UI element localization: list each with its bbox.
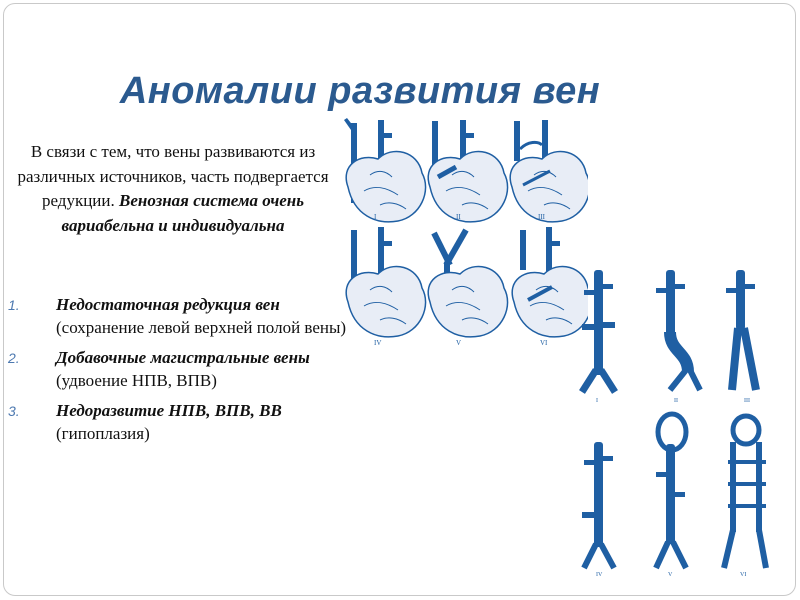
vein-panel	[582, 270, 615, 404]
panel-label: IV	[374, 339, 382, 347]
heart-panel	[510, 120, 588, 222]
panel-label: III	[538, 213, 545, 221]
panel-label: IV	[596, 572, 603, 578]
vein-panel	[656, 414, 686, 578]
slide-title: Аномалии развития вен	[119, 70, 601, 112]
anomaly-list	[4, 294, 349, 453]
intro-paragraph	[8, 140, 338, 238]
intro-emphasis: Венозная система очень вариабельна и индивидуальна	[61, 191, 304, 235]
vein-panel	[656, 270, 700, 404]
list-emphasis: Недоразвитие НПВ, ВПВ, ВВ	[56, 401, 282, 420]
vein-panel	[724, 416, 766, 578]
heart-panel	[428, 230, 507, 347]
list-text: (гипоплазия)	[56, 423, 150, 443]
panel-label: I	[374, 213, 377, 221]
panel-label: V	[456, 339, 462, 347]
vein-panel	[726, 270, 756, 404]
panel-label: VI	[740, 572, 747, 578]
heart-panel	[428, 120, 507, 222]
list-item	[4, 347, 349, 392]
vein-panel	[582, 442, 614, 578]
heart-panel	[346, 227, 425, 347]
list-number: 3.	[8, 403, 20, 419]
list-text: (удвоение НПВ, ВПВ)	[56, 370, 217, 390]
list-emphasis: Добавочные магистральные вены	[56, 348, 310, 367]
list-text: (сохранение левой верхней полой вены)	[56, 317, 347, 337]
list-number: 2.	[8, 350, 20, 366]
list-item	[4, 294, 349, 339]
list-item	[4, 400, 349, 445]
panel-label: V	[668, 572, 673, 578]
panel-label: II	[674, 398, 678, 404]
panel-label: VI	[540, 339, 548, 347]
vena-cava-diagram	[570, 262, 780, 582]
panel-label: III	[744, 398, 750, 404]
list-number: 1.	[8, 297, 20, 313]
heart-veins-diagram	[338, 115, 588, 355]
panel-label: I	[596, 398, 598, 404]
intro-text: В связи с тем, что вены развиваются из различных источников, часть подвергается редукции.	[17, 142, 329, 210]
list-emphasis: Недостаточная редукция вен	[56, 295, 280, 314]
panel-label: II	[456, 213, 461, 221]
heart-panel	[344, 118, 426, 222]
